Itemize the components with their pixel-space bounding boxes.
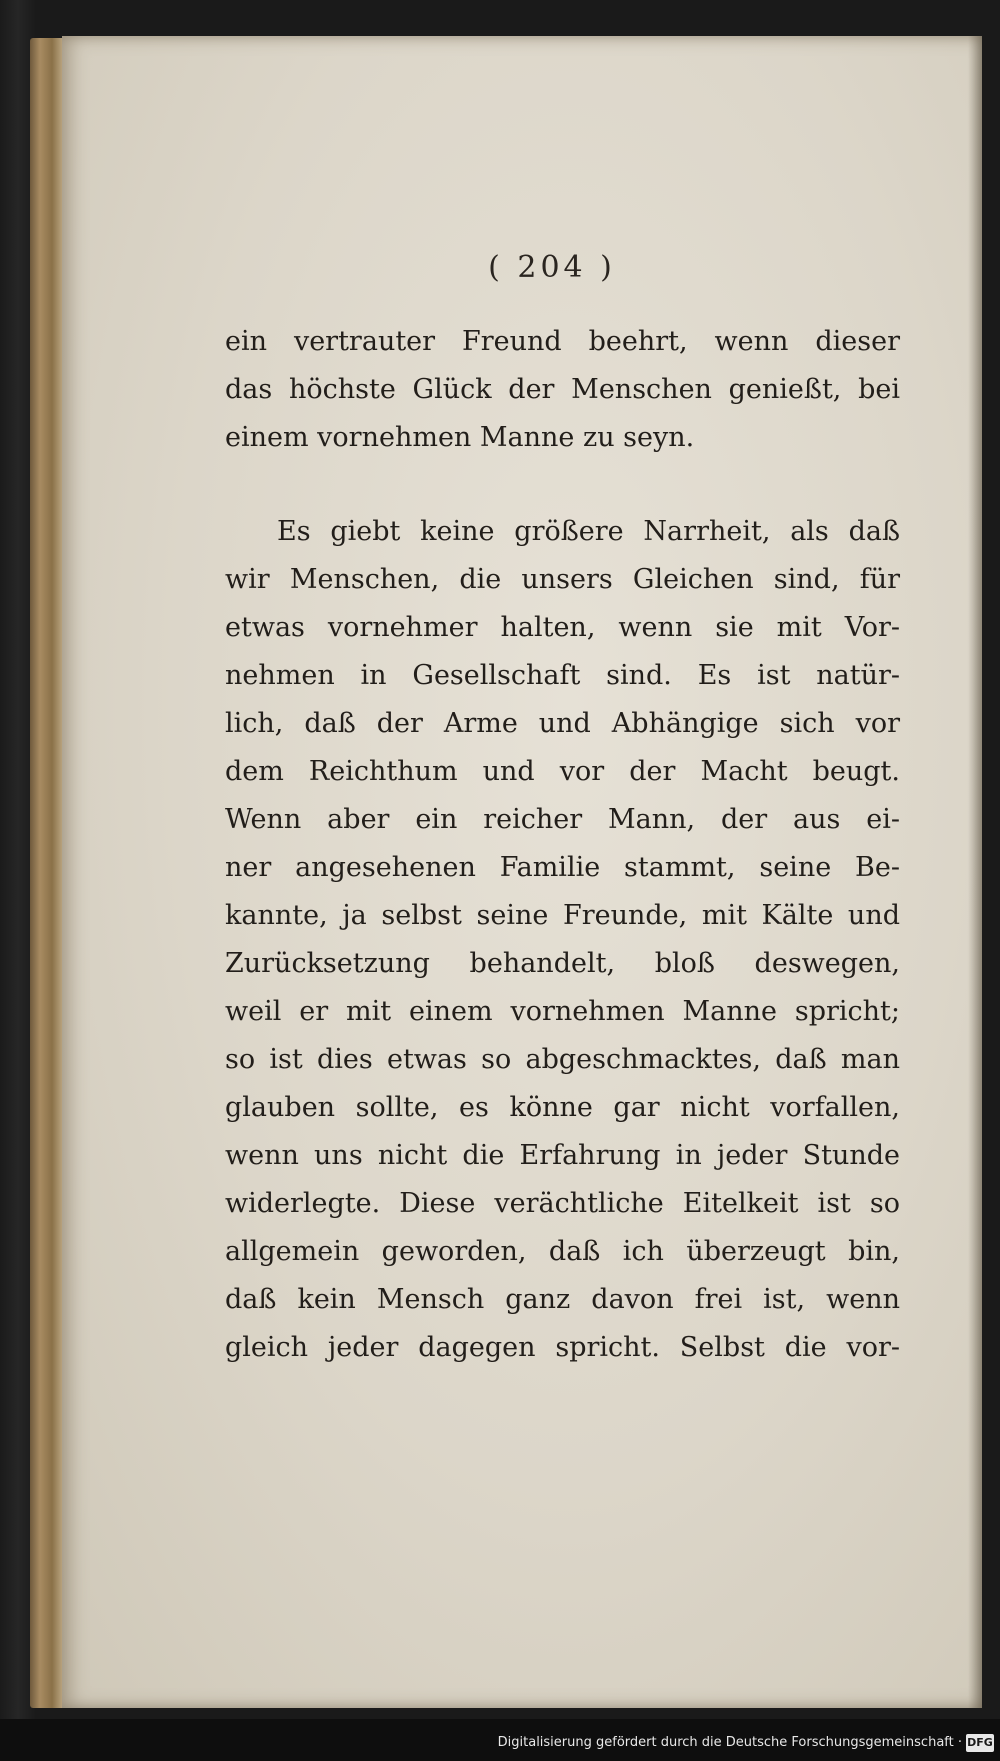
text-line: Zurücksetzung behandelt, bloß deswegen, bbox=[225, 948, 900, 979]
text-line: wir Menschen, die unsers Gleichen sind, für bbox=[225, 564, 900, 595]
text-line: nehmen in Gesellschaft sind. Es ist natür- bbox=[225, 660, 900, 691]
dfg-logo: DFG bbox=[966, 1734, 994, 1752]
page-edge-shadow bbox=[968, 36, 982, 1708]
footer-bar bbox=[0, 1719, 1000, 1761]
book-spine-edge bbox=[30, 38, 66, 1708]
text-line: allgemein geworden, daß ich überzeugt bin, bbox=[225, 1236, 900, 1267]
text-line: Es giebt keine größere Narrheit, als daß bbox=[277, 516, 900, 547]
text-line: dem Reichthum und vor der Macht beugt. bbox=[225, 756, 900, 787]
text-line: einem vornehmen Manne zu seyn. bbox=[225, 422, 695, 453]
text-line: daß kein Mensch ganz davon frei ist, wenn bbox=[225, 1284, 900, 1315]
page-text bbox=[225, 318, 900, 1372]
text-line: kannte, ja selbst seine Freunde, mit Kälte und bbox=[225, 900, 900, 931]
text-line: gleich jeder dagegen spricht. Selbst die vor- bbox=[225, 1332, 900, 1363]
paragraph-gap bbox=[225, 462, 900, 508]
text-line: glauben sollte, es könne gar nicht vorfallen, bbox=[225, 1092, 900, 1123]
text-line: widerlegte. Diese verächtliche Eitelkeit ist so bbox=[225, 1188, 900, 1219]
funding-credit: Digitalisierung gefördert durch die Deutsche Forschungsgemeinschaft · bbox=[497, 1735, 962, 1750]
text-line: ein vertrauter Freund beehrt, wenn dieser bbox=[225, 326, 900, 357]
text-line: so ist dies etwas so abgeschmacktes, daß man bbox=[225, 1044, 900, 1075]
text-line: das höchste Glück der Menschen genießt, bei bbox=[225, 374, 900, 405]
text-line: lich, daß der Arme und Abhängige sich vor bbox=[225, 708, 900, 739]
text-line: weil er mit einem vornehmen Manne spricht; bbox=[225, 996, 900, 1027]
text-line: ner angesehenen Familie stammt, seine Be- bbox=[225, 852, 900, 883]
page-number: ( 204 ) bbox=[488, 250, 616, 285]
text-line: wenn uns nicht die Erfahrung in jeder Stunde bbox=[225, 1140, 900, 1171]
text-line: Wenn aber ein reicher Mann, der aus ei- bbox=[225, 804, 900, 835]
text-line: etwas vornehmer halten, wenn sie mit Vor- bbox=[225, 612, 900, 643]
